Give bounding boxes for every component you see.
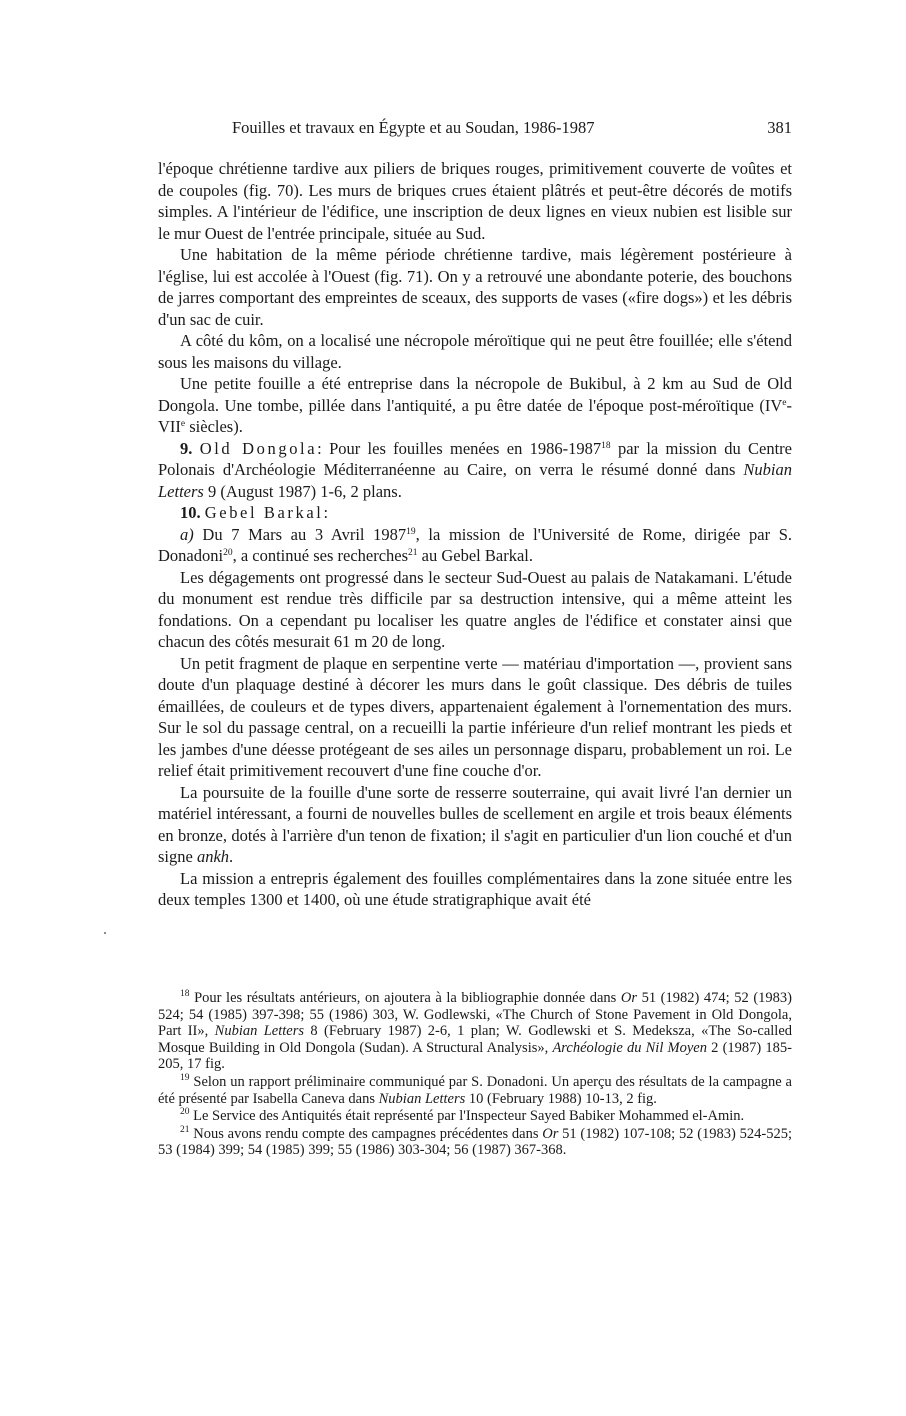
footnote-21: $^{21}$ Nous avons rendu compte des campagnes précédentes dans Or 51 (1982) 107-108; 52 (1983) 524-525; 53 (1984) 399; 54 (1985) 399; 55 (1986) 303-304; 56 (1987) 367-368. (158, 1124, 793, 1159)
footnote-ref: 21 (408, 548, 418, 558)
footnote-20: $^{20}$ Le Service des Antiquités était représenté par l'Inspecteur Sayed Babiker Mohammed el-Amin. (180, 1107, 745, 1125)
section-place: Old Dongola (199, 438, 318, 458)
footnote-ref: 20 (223, 548, 233, 558)
paragraph-5: 9. Old Dongola: Pour les fouilles menées en 1986-1987$^{18}$ par la mission du Centre Polonais d'Archéologie Méditerranéenne au Caire, on verra le résumé donné dans Nubian Letters 9 (August 1987) 1-6, 2 plans. (158, 438, 792, 501)
paragraph-7: a) Du 7 Mars au 3 Avril 1987$^{19}$, la mission de l'Université de Rome, dirigée par S. Donadoni$^{20}$, a continué ses recherches$^{21}$ au Gebel Barkal. (158, 524, 793, 565)
section-number: 10. (180, 503, 201, 522)
section-place: Gebel Barkal (204, 503, 324, 522)
paragraph-8: Les dégagements ont progressé dans le secteur Sud-Ouest au palais de Natakamani. L'étude du monument est rendue très difficile par sa destruction intensive, qui a même atteint les fondations. On a cependant pu localiser les quatre angles de l'édifice et constater ainsi que chacun des côtés mesurait 61 m 20 de long. (158, 567, 792, 651)
paragraph-1: l'époque chrétienne tardive aux piliers de briques rouges, primitivement couverte de voûtes et de coupoles (fig. 70). Les murs de briques crues étaient plâtrés et peut-être décorés de motifs simples. A l'intérieur de l'édifice, une inscription de deux lignes en vieux nubien est lisible sur le mur Ouest de l'entrée principale, située au Sud. (158, 159, 792, 243)
paragraph-11: La mission a entrepris également des fouilles complémentaires dans la zone située entre les deux temples 1300 et 1400, où une étude stratigraphique avait été (158, 868, 792, 909)
main-text (158, 158, 792, 911)
running-header (158, 118, 792, 140)
footnote-ref: 19 (406, 526, 416, 537)
footnotes (158, 990, 792, 1160)
paragraph-4: Une petite fouille a été entreprise dans la nécropole de Bukibul, à 2 km au Sud de Old Dongola. Une tombe, pillée dans l'antiquité, a pu être datée de l'époque post-méroïtique (IVe-VIIe siècles). (158, 374, 792, 436)
footnote-ref: 18 (601, 440, 611, 451)
paragraph-3: A côté du kôm, on a localisé une nécropole méroïtique qui ne peut être fouillée; elle s'étend sous les maisons du village. (158, 331, 792, 372)
paragraph-2: Une habitation de la même période chrétienne tardive, mais légèrement postérieure à l'église, lui est accolée à l'Ouest (fig. 71). On y a retrouvé une abondante poterie, des bouchons de jarres comportant des empreintes de sceaux, des supports de vases («fire dogs») et les débris d'un sac de cuir. (158, 245, 792, 329)
paragraph-9: Un petit fragment de plaque en serpentine verte — matériau d'importation —, provient sans doute d'un plaquage destiné à décorer les murs dans le goût classique. Des débris de tuiles émaillées, de couleurs et de types divers, appartenaient également à l'ornementation des murs. Sur le sol du passage central, on a recueilli la partie inférieure d'un relief montrant les pieds et les jambes d'une déesse protégeant de ses ailes un personnage disparu, probablement un roi. Le relief était primitivement recouvert d'une fine couche d'or. (158, 653, 792, 780)
footnote-18: $^{18}$ Pour les résultats antérieurs, on ajoutera à la bibliographie donnée dans Or 51 (1982) 474; 52 (1983) 524; 54 (1985) 397-398; 55 (1986) 303, W. Godlewski, «The Church of Stone Pavement in Old Dongola, Part II», Nubian Letters 8 (February 1987) 2-6, 1 plan; W. Godlewski et S. Medeksza, «The So-called Mosque Building in Old Dongola (Sudan). A Structural Analysis», Archéologie du Nil Moyen 2 (1987) 185-205, 17 fig. (158, 989, 793, 1073)
footnote-19: $^{19}$ Selon un rapport préliminaire communiqué par S. Donadoni. Un aperçu des résultats de la campagne a été présenté par Isabella Caneva dans Nubian Letters 10 (February 1988) 10-13, 2 fig. (158, 1072, 792, 1107)
section-number: 9. (180, 438, 193, 458)
running-title: Fouilles et travaux en Égypte et au Soudan, 1986-1987 (232, 118, 595, 137)
paragraph-10: La poursuite de la fouille d'une sorte de resserre souterraine, qui avait livré l'an dernier un matériel intéressant, a fourni de nouvelles bulles de scellement en argile et trois beaux éléments en bronze, dotés à l'arrière d'un tenon de fixation; il s'agit en particulier d'un lion couché et d'un signe ankh. (158, 782, 792, 866)
page-number: 381 (767, 118, 792, 137)
paragraph-6: 10. Gebel Barkal: (180, 503, 329, 522)
margin-mark (104, 932, 106, 934)
